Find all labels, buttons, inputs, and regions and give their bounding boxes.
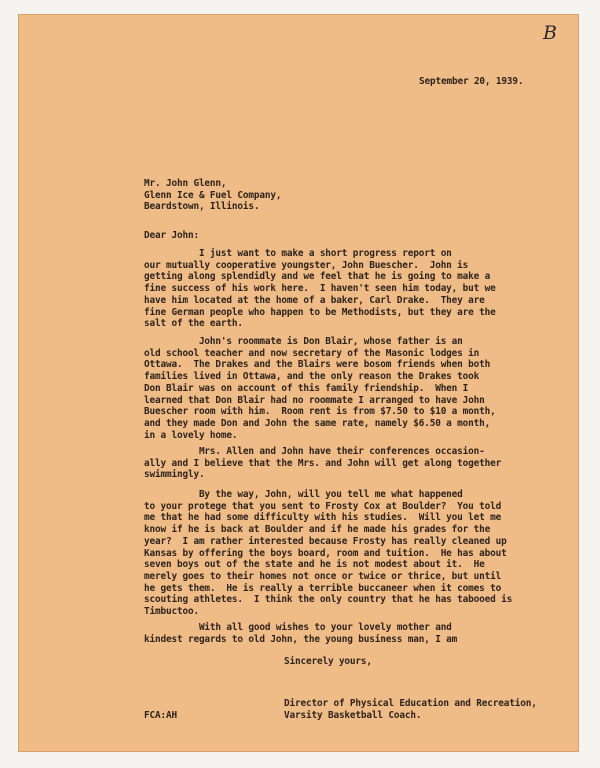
text-line: in a lovely home. — [144, 429, 238, 441]
recipient-address — [144, 178, 281, 213]
text-line: By the way, John, will you tell me what happened — [144, 489, 463, 500]
text-line: fine German people who happen to be Methodists, but they are the — [144, 306, 496, 318]
text-line: Timbuctoo. — [144, 606, 199, 618]
closing: Sincerely yours, — [284, 656, 372, 667]
paragraph-roommate — [144, 336, 496, 441]
text-line: and they made Don and John the same rate, namely $6.50 a month, — [144, 417, 491, 429]
text-line: fine success of his work here. I haven't seen him today, but we — [144, 283, 496, 295]
letter-date: September 20, 1939. — [419, 76, 524, 87]
text-line: have him located at the home of a baker, Carl Drake. They are — [144, 294, 485, 306]
text-line: Ottawa. The Drakes and the Blairs were bosom friends when both — [144, 359, 491, 371]
paragraph-protege — [144, 489, 512, 618]
text-line: I just want to make a short progress report on — [144, 248, 452, 259]
signature-block — [284, 698, 537, 721]
text-line: know if he is back at Boulder and if he made his grades for the — [144, 524, 491, 536]
text-line: ally and I believe that the Mrs. and John will get along together — [144, 457, 502, 469]
text-line: merely goes to their homes not once or twice or thrice, but until — [144, 570, 502, 582]
address-line: Glenn Ice & Fuel Company, — [144, 189, 282, 201]
text-line: Kansas by offering the boys board, room and tuition. He has about — [144, 547, 507, 559]
address-line: Mr. John Glenn, — [144, 178, 227, 189]
text-line: kindest regards to old John, the young business man, I am — [144, 633, 458, 645]
text-line: families lived in Ottawa, and the only reason the Drakes took — [144, 371, 480, 383]
text-line: he gets them. He is really a terrible buccaneer when it comes to — [144, 582, 502, 594]
handwritten-page-mark: B — [543, 22, 557, 44]
address-line: Beardstown, Illinois. — [144, 201, 260, 213]
salutation: Dear John: — [144, 230, 199, 241]
text-line: old school teacher and now secretary of the Masonic lodges in — [144, 347, 480, 359]
text-line: Don Blair was on account of this family friendship. When I — [144, 382, 469, 394]
text-line: swimmingly. — [144, 469, 205, 481]
text-line: getting along splendidly and we feel that he is going to make a — [144, 271, 491, 283]
text-line: year? I am rather interested because Frosty has really cleaned up — [144, 535, 507, 547]
text-line: learned that Don Blair had no roommate I arranged to have John — [144, 394, 485, 406]
paragraph-progress-report — [144, 248, 496, 330]
signature-line: Varsity Basketball Coach. — [284, 709, 422, 721]
text-line: With all good wishes to your lovely mother and — [144, 622, 452, 633]
paragraph-good-wishes — [144, 622, 457, 645]
text-line: to your protege that you sent to Frosty Cox at Boulder? You told — [144, 500, 502, 512]
text-line: our mutually cooperative youngster, John Buescher. John is — [144, 259, 469, 271]
text-line: seven boys out of the state and he is not modest about it. He — [144, 559, 485, 571]
text-line: me that he had some difficulty with his studies. Will you let me — [144, 512, 502, 524]
text-line: Buescher room with him. Room rent is from $7.50 to $10 a month, — [144, 406, 496, 418]
typist-initials: FCA:AH — [144, 710, 177, 721]
text-line: Mrs. Allen and John have their conferences occasion- — [144, 446, 485, 457]
signature-line: Director of Physical Education and Recreation, — [284, 698, 537, 709]
text-line: John's roommate is Don Blair, whose father is an — [144, 336, 463, 347]
paragraph-conferences — [144, 446, 501, 481]
text-line: scouting athletes. I think the only country that he has tabooed is — [144, 594, 513, 606]
text-line: salt of the earth. — [144, 318, 243, 330]
